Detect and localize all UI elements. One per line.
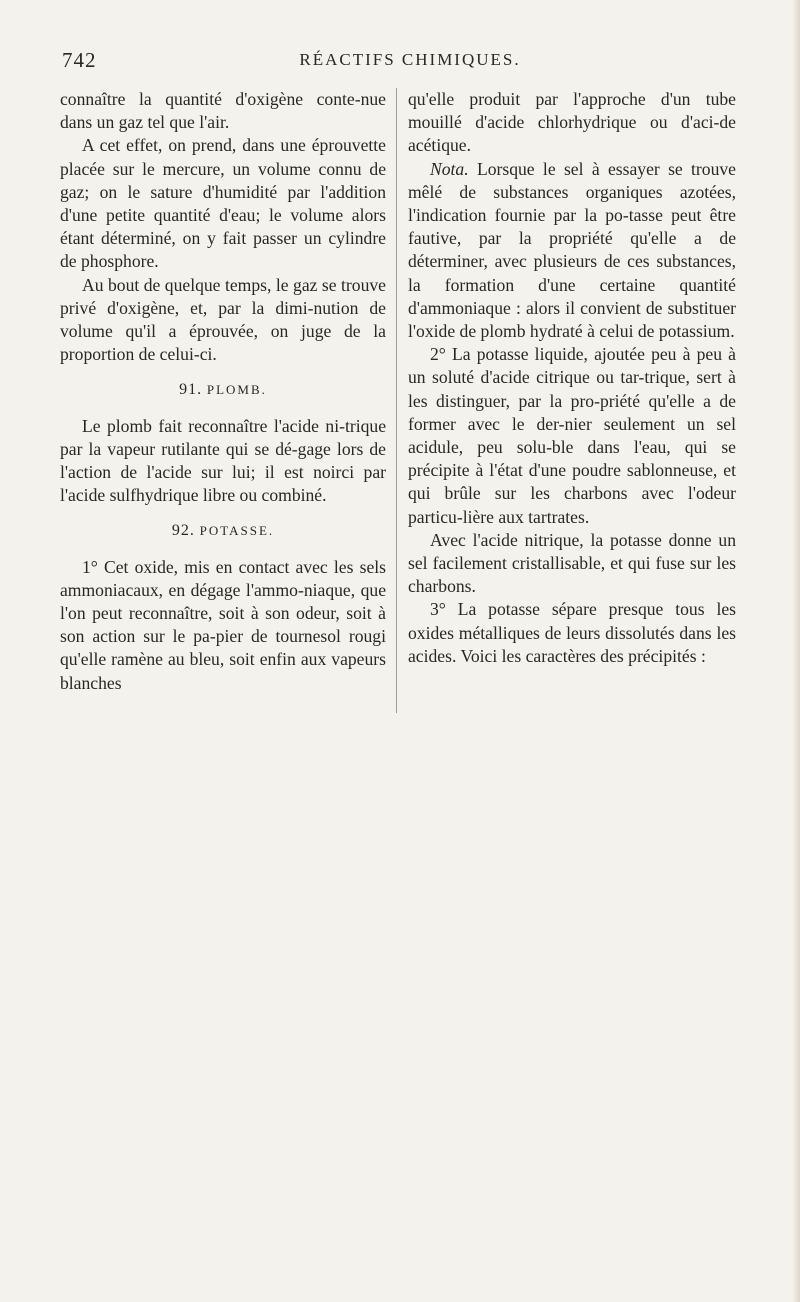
running-title: RÉACTIFS CHIMIQUES. bbox=[299, 50, 521, 69]
nota-label: Nota. bbox=[430, 158, 469, 179]
right-paragraph-1: qu'elle produit par l'approche d'un tube mouillé d'acide chlorhydrique ou d'aci-de acétique. bbox=[408, 89, 736, 156]
left-paragraph-2: A cet effet, on prend, dans une éprouvette placée sur le mercure, un volume connu de gaz; on le sature d'humidité par l'addition d'une petite quantité d'eau; le volume alors étant déterminé, on y fait passer un cylindre de phosphore. bbox=[60, 135, 386, 272]
right-paragraph-3: 2° La potasse liquide, ajoutée peu à peu à un soluté d'acide citrique ou tar-trique, sert à les distinguer, par la pro-priété qu'elle a de former avec le der-nier seulement un sel acidule, peu solu-ble dans l'eau, qui se précipite à l'état d'une poudre sablonneuse, et qui brûle sur les charbons avec l'odeur particu-lière aux tartrates. bbox=[408, 344, 736, 527]
right-paragraph-5: 3° La potasse sépare presque tous les oxides métalliques de leurs dissolutés dans les acides. Voici les caractères des précipités : bbox=[408, 599, 736, 666]
left-paragraph-3: Au bout de quelque temps, le gaz se trouve privé d'oxigène, et, par la dimi-nution de volume qu'il a éprouvée, on juge de la proportion de celui-ci. bbox=[60, 274, 386, 365]
page-number: 742 bbox=[62, 48, 97, 72]
page-header bbox=[60, 48, 760, 76]
page-edge-shadow bbox=[792, 0, 800, 1302]
left-paragraph-5: 1° Cet oxide, mis en contact avec les sels ammoniacaux, en dégage l'ammo-niaque, que l'on peut reconnaître, soit à son odeur, soit à son action sur le pa-pier de tournesol rougi qu'elle ramène au bleu, soit enfin aux vapeurs blanches bbox=[60, 556, 386, 693]
section-heading-plomb bbox=[60, 378, 386, 402]
section-number-92: 92. bbox=[171, 522, 195, 540]
right-column bbox=[408, 88, 736, 668]
section-heading-potasse bbox=[60, 519, 386, 543]
left-paragraph-1: connaître la quantité d'oxigène conte-nue dans un gaz tel que l'air. bbox=[60, 89, 386, 133]
right-paragraph-nota bbox=[408, 158, 736, 344]
left-paragraph-4: Le plomb fait reconnaître l'acide ni-trique par la vapeur rutilante qui se dé-gage lors de l'action de l'acide sur lui; il est noirci par l'acide sulfhydrique libre ou combiné. bbox=[60, 415, 386, 506]
right-paragraph-4: Avec l'acide nitrique, la potasse donne un sel facilement cristallisable, et qui fuse sur les charbons. bbox=[408, 529, 736, 597]
section-number-91: 91. bbox=[179, 381, 203, 399]
left-column bbox=[60, 88, 386, 695]
section-title-plomb: PLOMB. bbox=[206, 382, 267, 398]
section-title-potasse: POTASSE. bbox=[199, 523, 275, 539]
nota-text: Lorsque le sel à essayer se trouve mêlé de substances organiques azotées, l'indication fournie par la po-tasse peut être fautive, par la propriété qu'elle a de déterminer, avec plusieurs de ces substances, la formation d'une certaine quantité d'ammoniaque : alors il convient de substituer l'oxide de plomb hydraté à celui de potassium. bbox=[408, 158, 736, 342]
column-divider bbox=[396, 88, 397, 713]
